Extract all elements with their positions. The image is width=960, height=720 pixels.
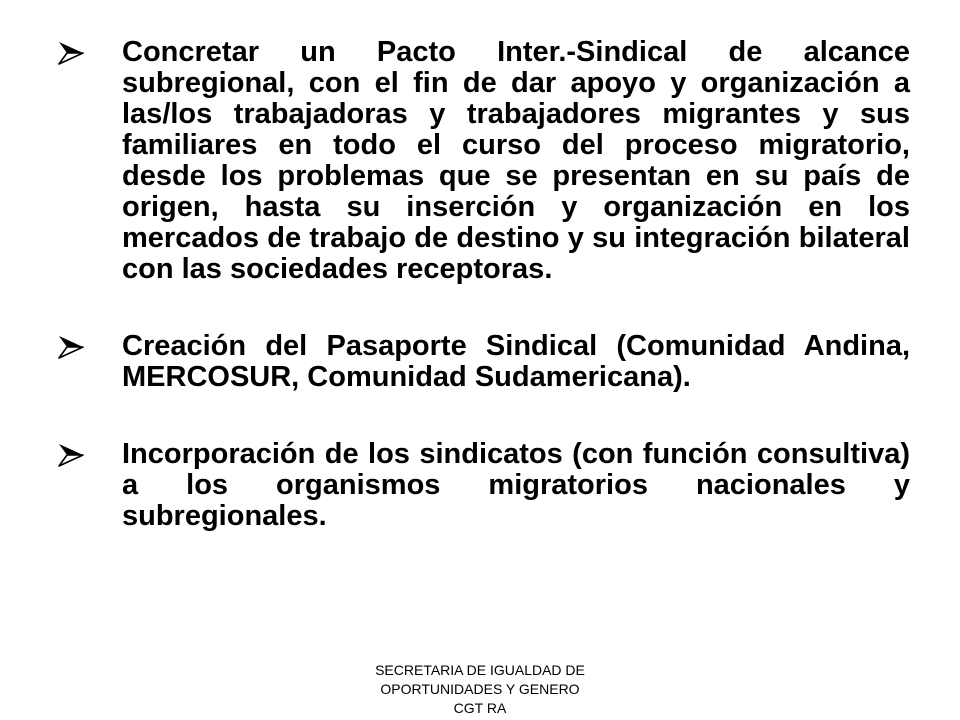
bullet-text: Creación del Pasaporte Sindical (Comunidad Andina, MERCOSUR, Comunidad Sudamericana).	[122, 330, 910, 393]
bullet-text: Incorporación de los sindicatos (con función consultiva) a los organismos migratorios nacionales y subregionales.	[122, 438, 910, 532]
bullet-text: Concretar un Pacto Inter.-Sindical de alcance subregional, con el fin de dar apoyo y organización a las/los trabajadoras y trabajadores migrantes y sus familiares en todo el curso del proceso migratorio, desde los problemas que se presentan en su país de origen, hasta su inserción y organización en los mercados de trabajo de destino y su integración bilateral con las sociedades receptoras.	[122, 36, 910, 285]
bullet-list	[58, 37, 910, 532]
footer	[330, 661, 630, 718]
footer-line-1: SECRETARIA DE IGUALDAD DE	[375, 662, 585, 678]
arrow-bullet-icon	[58, 41, 84, 65]
footer-line-3: CGT RA	[453, 700, 507, 716]
bullet-item-incorporacion	[58, 439, 910, 532]
bullet-item-pasaporte	[58, 331, 910, 393]
bullet-item-pacto	[58, 37, 910, 285]
footer-line-2: OPORTUNIDADES Y GENERO	[380, 681, 580, 697]
arrow-bullet-icon	[58, 443, 84, 467]
arrow-bullet-icon	[58, 335, 84, 359]
